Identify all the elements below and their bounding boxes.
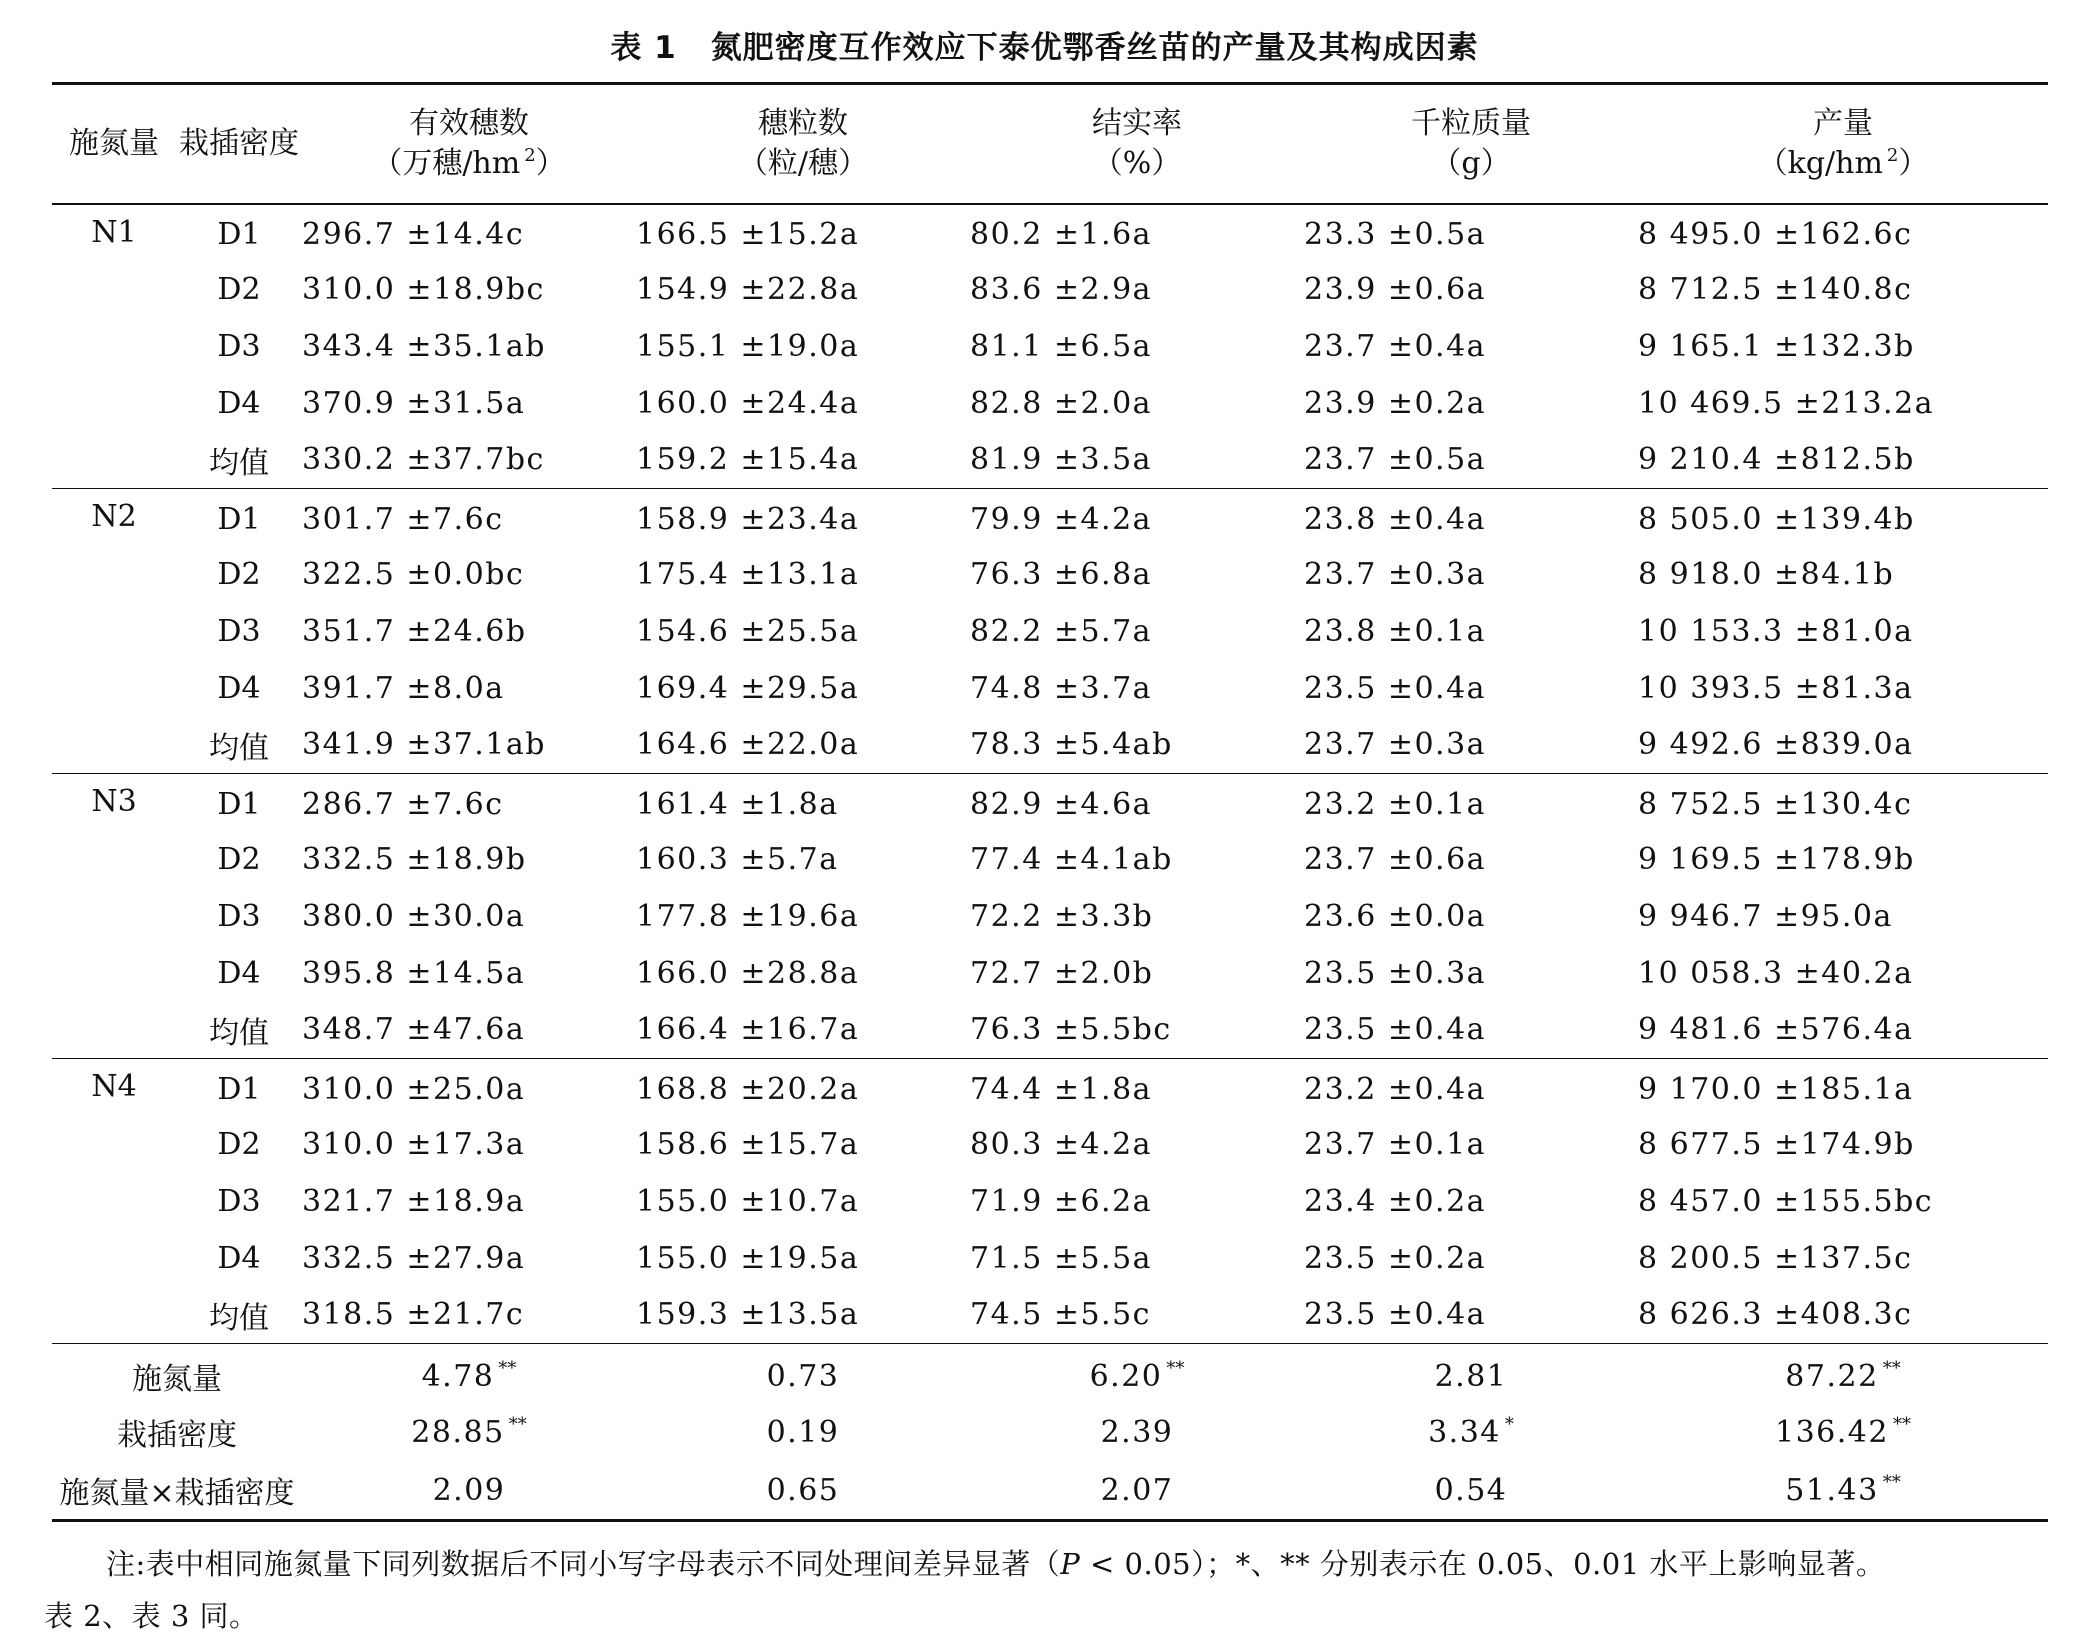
cell-spikes: 330.2 ±37.7bc — [302, 432, 636, 489]
anova-f-value — [1638, 1462, 2048, 1521]
density-level: D3 — [217, 328, 261, 364]
anova-factor: 栽插密度 — [117, 1418, 237, 1453]
anova-row — [52, 1462, 2048, 1521]
header-spikes-unit-text: （万穗/hm — [372, 145, 521, 181]
header-seed-setting-name: 结实率 — [1092, 105, 1182, 141]
cell-yield: 9 481.6 ±576.4a — [1638, 1002, 2048, 1059]
anova-f-value — [970, 1462, 1304, 1521]
note-text-1: 注:表中相同施氮量下同列数据后不同小写字母表示不同处理间差异显著（ — [106, 1547, 1061, 1581]
anova-f-value — [970, 1403, 1304, 1462]
cell-weight: 23.9 ±0.6a — [1304, 271, 1487, 307]
cell-yield: 8 626.3 ±408.3c — [1638, 1287, 2048, 1344]
cell-grains: 154.9 ±22.8a — [636, 271, 860, 307]
cell-grains: 169.4 ±29.5a — [636, 670, 860, 706]
cell-weight: 23.7 ±0.4a — [1304, 328, 1487, 364]
table-row — [52, 318, 2048, 375]
table-caption — [0, 22, 2089, 67]
density-level: D2 — [217, 1126, 261, 1162]
cell-rate: 76.3 ±6.8a — [970, 556, 1153, 592]
cell-rate: 74.8 ±3.7a — [970, 670, 1153, 706]
nitrogen-level: N3 — [52, 774, 176, 1059]
cell-grains: 166.0 ±28.8a — [636, 955, 860, 991]
cell-grains: 159.2 ±15.4a — [636, 432, 970, 489]
anova-row — [52, 1344, 2048, 1403]
nitrogen-group — [52, 1059, 2048, 1344]
cell-weight: 23.5 ±0.3a — [1304, 955, 1487, 991]
cell-grains: 166.5 ±15.2a — [636, 217, 860, 252]
cell-rate: 81.1 ±6.5a — [970, 328, 1153, 364]
cell-weight: 23.7 ±0.3a — [1304, 717, 1638, 774]
cell-yield: 9 492.6 ±839.0a — [1638, 717, 2048, 774]
cell-rate: 71.9 ±6.2a — [970, 1183, 1153, 1219]
cell-yield: 8 918.0 ±84.1b — [1638, 556, 1895, 592]
f-value: 0.73 — [766, 1358, 840, 1394]
table-row — [52, 546, 2048, 603]
density-level: D2 — [217, 556, 261, 592]
table-row — [52, 261, 2048, 318]
significance-mark: ** — [1166, 1357, 1185, 1379]
cell-grains: 175.4 ±13.1a — [636, 556, 860, 592]
cell-weight: 23.8 ±0.1a — [1304, 613, 1487, 649]
anova-f-value — [302, 1344, 636, 1403]
cell-weight: 23.6 ±0.0a — [1304, 898, 1487, 934]
cell-weight: 23.7 ±0.5a — [1304, 432, 1638, 489]
cell-weight: 23.8 ±0.4a — [1304, 501, 1487, 537]
cell-yield: 8 200.5 ±137.5c — [1638, 1240, 1913, 1276]
note-p-symbol: P — [1060, 1547, 1081, 1581]
f-value: 0.65 — [766, 1472, 840, 1508]
cell-yield: 8 677.5 ±174.9b — [1638, 1126, 1915, 1162]
header-nitrogen: 施氮量 — [52, 84, 176, 204]
table-row — [52, 1287, 2048, 1344]
anova-f-value — [302, 1403, 636, 1462]
cell-spikes: 286.7 ±7.6c — [302, 786, 504, 822]
note-text-2: < 0.05）；*、** 分别表示在 0.05、0.01 水平上影响显著。 — [1080, 1547, 1886, 1581]
anova-f-value — [1304, 1462, 1638, 1521]
cell-rate: 78.3 ±5.4ab — [970, 717, 1304, 774]
header-yield-unit-sup: 2 — [1886, 144, 1899, 166]
density-level: D1 — [217, 1071, 261, 1107]
table-row — [52, 888, 2048, 945]
cell-spikes: 351.7 ±24.6b — [302, 613, 527, 649]
table-row — [52, 831, 2048, 888]
cell-weight: 23.7 ±0.1a — [1304, 1126, 1487, 1162]
cell-rate: 74.5 ±5.5c — [970, 1287, 1304, 1344]
significance-mark: * — [1504, 1413, 1514, 1435]
cell-spikes: 310.0 ±17.3a — [302, 1126, 526, 1162]
cell-spikes: 380.0 ±30.0a — [302, 898, 526, 934]
cell-grains: 155.0 ±19.5a — [636, 1240, 860, 1276]
f-value: 87.22 — [1785, 1358, 1879, 1394]
f-value: 2.09 — [432, 1472, 506, 1508]
f-value: 6.20 — [1089, 1358, 1163, 1394]
nitrogen-level: N1 — [52, 204, 176, 489]
f-value: 28.85 — [411, 1414, 505, 1450]
header-grain-weight — [1304, 84, 1638, 204]
f-value: 2.81 — [1434, 1358, 1508, 1394]
header-seed-setting — [970, 84, 1304, 204]
cell-grains: 160.0 ±24.4a — [636, 385, 860, 421]
cell-weight: 23.7 ±0.6a — [1304, 841, 1487, 877]
header-yield — [1638, 84, 2048, 204]
header-spikes-unit — [302, 144, 636, 184]
header-yield-unit-close: ） — [1898, 145, 1929, 181]
cell-yield: 8 752.5 ±130.4c — [1638, 786, 1913, 822]
significance-mark: ** — [1882, 1357, 1901, 1379]
cell-rate: 82.2 ±5.7a — [970, 613, 1153, 649]
cell-yield: 10 153.3 ±81.0a — [1638, 613, 1914, 649]
cell-weight: 23.5 ±0.2a — [1304, 1240, 1487, 1276]
density-level: D1 — [217, 501, 261, 537]
table-row — [52, 945, 2048, 1002]
table-row — [52, 717, 2048, 774]
cell-spikes: 296.7 ±14.4c — [302, 217, 525, 252]
density-level: 均值 — [176, 717, 302, 774]
cell-rate: 77.4 ±4.1ab — [970, 841, 1173, 877]
cell-weight: 23.5 ±0.4a — [1304, 1287, 1638, 1344]
table-row — [52, 375, 2048, 432]
anova-factor: 施氮量 — [132, 1362, 222, 1398]
anova-f-value — [1304, 1403, 1638, 1462]
nitrogen-level: N2 — [52, 489, 176, 774]
note-line-2: 表 2、表 3 同。 — [44, 1599, 259, 1633]
density-level: 均值 — [176, 1002, 302, 1059]
header-grains-name: 穗粒数 — [758, 105, 848, 141]
anova-f-value — [636, 1344, 970, 1403]
cell-spikes: 370.9 ±31.5a — [302, 385, 526, 421]
f-value: 2.39 — [1100, 1414, 1174, 1450]
f-value: 3.34 — [1428, 1414, 1501, 1450]
cell-weight: 23.5 ±0.4a — [1304, 1002, 1638, 1059]
header-grains-unit: （粒/穗） — [737, 145, 869, 181]
anova-f-value — [1638, 1344, 2048, 1403]
cell-spikes: 395.8 ±14.5a — [302, 955, 526, 991]
cell-rate: 82.8 ±2.0a — [970, 385, 1153, 421]
cell-weight: 23.2 ±0.1a — [1304, 786, 1487, 822]
cell-spikes: 310.0 ±25.0a — [302, 1071, 526, 1107]
header-yield-unit — [1638, 144, 2048, 184]
cell-weight: 23.7 ±0.3a — [1304, 556, 1487, 592]
cell-grains: 154.6 ±25.5a — [636, 613, 860, 649]
cell-rate: 74.4 ±1.8a — [970, 1071, 1153, 1107]
cell-yield: 9 946.7 ±95.0a — [1638, 898, 1893, 934]
cell-grains: 160.3 ±5.7a — [636, 841, 839, 877]
cell-yield: 8 712.5 ±140.8c — [1638, 271, 1913, 307]
cell-grains: 158.6 ±15.7a — [636, 1126, 860, 1162]
cell-grains: 155.0 ±10.7a — [636, 1183, 860, 1219]
density-level: D4 — [217, 1240, 261, 1276]
cell-rate: 71.5 ±5.5a — [970, 1240, 1153, 1276]
cell-grains: 155.1 ±19.0a — [636, 328, 860, 364]
cell-grains: 161.4 ±1.8a — [636, 786, 839, 822]
cell-weight: 23.3 ±0.5a — [1304, 217, 1487, 252]
significance-mark: ** — [1892, 1413, 1911, 1435]
table-title: 氮肥密度互作效应下泰优鄂香丝苗的产量及其构成因素 — [710, 30, 1479, 66]
cell-spikes: 391.7 ±8.0a — [302, 670, 505, 706]
table-row — [52, 1116, 2048, 1173]
cell-yield: 10 393.5 ±81.3a — [1638, 670, 1914, 706]
table-header — [52, 84, 2048, 204]
cell-spikes: 348.7 ±47.6a — [302, 1002, 636, 1059]
cell-rate: 72.2 ±3.3b — [970, 898, 1154, 934]
cell-rate: 81.9 ±3.5a — [970, 432, 1304, 489]
cell-yield: 9 165.1 ±132.3b — [1638, 328, 1915, 364]
density-level: D3 — [217, 613, 261, 649]
cell-yield: 8 505.0 ±139.4b — [1638, 501, 1915, 537]
cell-weight: 23.5 ±0.4a — [1304, 670, 1487, 706]
header-grains — [636, 84, 970, 204]
cell-yield: 9 170.0 ±185.1a — [1638, 1071, 1914, 1107]
density-level: D4 — [217, 385, 261, 421]
significance-mark: ** — [498, 1357, 517, 1379]
anova-f-value — [1638, 1403, 2048, 1462]
table-label: 表 1 — [610, 30, 677, 66]
cell-grains: 158.9 ±23.4a — [636, 501, 860, 537]
density-level: 均值 — [176, 1287, 302, 1344]
anova-f-value — [1304, 1344, 1638, 1403]
density-level: D1 — [217, 786, 261, 822]
density-level: D2 — [217, 841, 261, 877]
cell-yield: 8 495.0 ±162.6c — [1638, 217, 1913, 252]
cell-grains: 168.8 ±20.2a — [636, 1071, 860, 1107]
cell-spikes: 343.4 ±35.1ab — [302, 328, 546, 364]
cell-spikes: 322.5 ±0.0bc — [302, 556, 525, 592]
density-level: D3 — [217, 898, 261, 934]
header-grain-weight-name: 千粒质量 — [1411, 105, 1531, 141]
table-row — [52, 1002, 2048, 1059]
header-spikes — [302, 84, 636, 204]
table-row — [52, 204, 2048, 261]
density-level: D2 — [217, 271, 261, 307]
nitrogen-group — [52, 204, 2048, 489]
header-seed-setting-unit: （%） — [1092, 145, 1182, 181]
cell-weight: 23.2 ±0.4a — [1304, 1071, 1487, 1107]
cell-weight: 23.9 ±0.2a — [1304, 385, 1487, 421]
cell-rate: 80.3 ±4.2a — [970, 1126, 1153, 1162]
f-value: 2.07 — [1100, 1472, 1174, 1508]
cell-rate: 79.9 ±4.2a — [970, 501, 1153, 537]
table-note — [44, 1538, 2054, 1642]
cell-spikes: 321.7 ±18.9a — [302, 1183, 526, 1219]
table-row — [52, 774, 2048, 831]
cell-spikes: 318.5 ±21.7c — [302, 1287, 636, 1344]
table-row — [52, 432, 2048, 489]
note-line-1 — [44, 1538, 2054, 1590]
f-value: 4.78 — [421, 1358, 495, 1394]
table-row — [52, 489, 2048, 546]
f-value: 0.19 — [766, 1414, 840, 1450]
cell-weight: 23.4 ±0.2a — [1304, 1183, 1487, 1219]
cell-spikes: 341.9 ±37.1ab — [302, 717, 636, 774]
f-value: 0.54 — [1434, 1472, 1508, 1508]
table-row — [52, 1173, 2048, 1230]
cell-rate: 83.6 ±2.9a — [970, 271, 1153, 307]
header-yield-unit-text: （kg/hm — [1757, 145, 1883, 181]
f-value: 51.43 — [1785, 1472, 1879, 1508]
cell-spikes: 301.7 ±7.6c — [302, 501, 504, 537]
cell-rate: 82.9 ±4.6a — [970, 786, 1153, 822]
cell-grains: 159.3 ±13.5a — [636, 1287, 970, 1344]
table-row — [52, 1059, 2048, 1116]
density-level: D3 — [217, 1183, 261, 1219]
table-row — [52, 1230, 2048, 1287]
density-level: D1 — [217, 217, 261, 252]
cell-yield: 9 169.5 ±178.9b — [1638, 841, 1915, 877]
table-row — [52, 603, 2048, 660]
header-density: 栽插密度 — [176, 84, 302, 204]
cell-rate: 76.3 ±5.5bc — [970, 1002, 1304, 1059]
anova-f-value — [636, 1403, 970, 1462]
density-level: 均值 — [176, 432, 302, 489]
anova-section — [52, 1344, 2048, 1521]
cell-yield: 9 210.4 ±812.5b — [1638, 432, 2048, 489]
data-table — [52, 82, 2048, 1522]
significance-mark: ** — [1882, 1471, 1901, 1493]
significance-mark: ** — [508, 1413, 527, 1435]
header-spikes-unit-close: ） — [535, 145, 566, 181]
cell-spikes: 332.5 ±27.9a — [302, 1240, 526, 1276]
cell-yield: 10 058.3 ±40.2a — [1638, 955, 1914, 991]
cell-yield: 8 457.0 ±155.5bc — [1638, 1183, 1934, 1219]
cell-grains: 166.4 ±16.7a — [636, 1002, 970, 1059]
cell-rate: 72.7 ±2.0b — [970, 955, 1154, 991]
header-spikes-name: 有效穗数 — [409, 105, 529, 141]
f-value: 136.42 — [1775, 1414, 1889, 1450]
anova-row — [52, 1403, 2048, 1462]
cell-grains: 177.8 ±19.6a — [636, 898, 860, 934]
cell-yield: 10 469.5 ±213.2a — [1638, 385, 1935, 421]
density-level: D4 — [217, 955, 261, 991]
nitrogen-group — [52, 774, 2048, 1059]
anova-f-value — [970, 1344, 1304, 1403]
cell-spikes: 332.5 ±18.9b — [302, 841, 527, 877]
anova-factor: 施氮量×栽插密度 — [52, 1462, 302, 1521]
cell-grains: 164.6 ±22.0a — [636, 717, 970, 774]
nitrogen-level: N4 — [52, 1059, 176, 1344]
anova-f-value — [636, 1462, 970, 1521]
header-yield-name: 产量 — [1813, 105, 1873, 141]
header-spikes-unit-sup: 2 — [524, 144, 536, 166]
anova-f-value — [302, 1462, 636, 1521]
cell-spikes: 310.0 ±18.9bc — [302, 271, 545, 307]
nitrogen-group — [52, 489, 2048, 774]
table-row — [52, 660, 2048, 717]
header-grain-weight-unit: （g） — [1431, 145, 1511, 181]
cell-rate: 80.2 ±1.6a — [970, 217, 1153, 252]
density-level: D4 — [217, 670, 261, 706]
